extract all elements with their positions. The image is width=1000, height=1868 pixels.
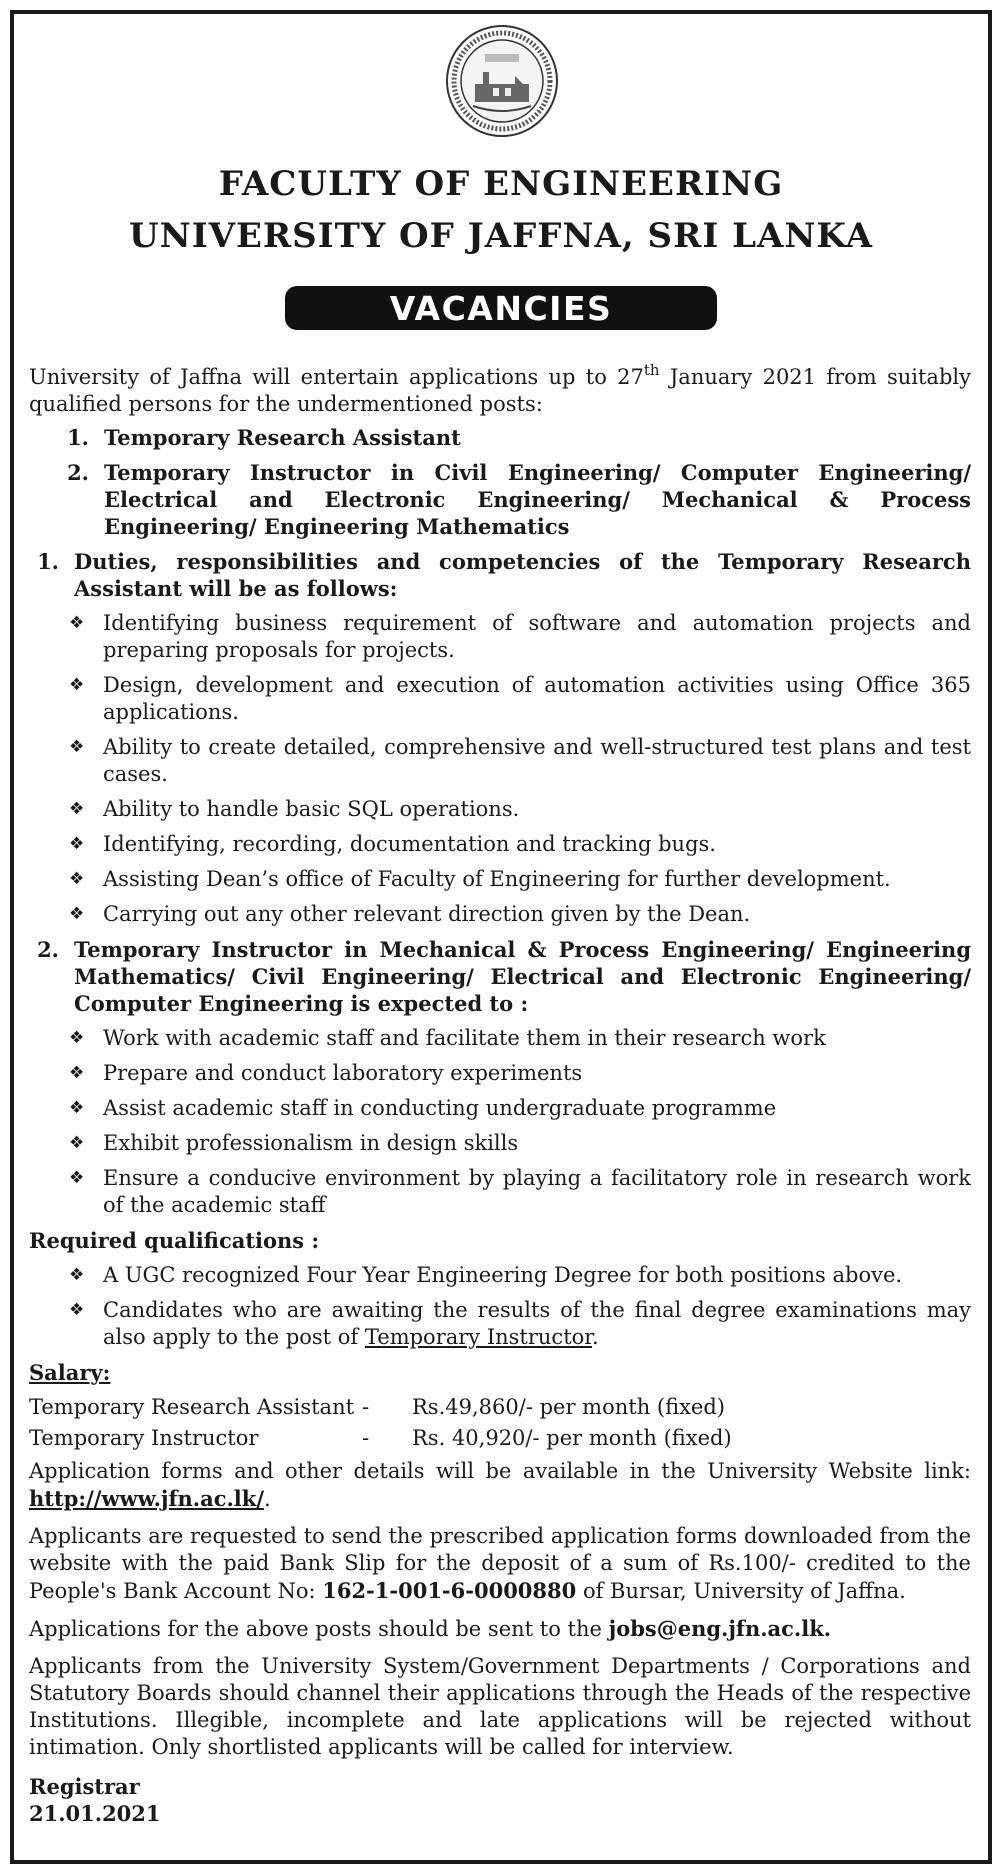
diamond-bullet-icon: ❖ — [69, 834, 85, 854]
advertisement-body — [29, 361, 971, 1827]
diamond-bullet-icon: ❖ — [69, 1098, 85, 1118]
send-to-text: Applications for the above posts should be sent to the — [29, 1617, 609, 1641]
section-heading: Temporary Instructor in Mechanical & Process Engineering/ Engineering Mathematics/ Civil Engineering/ Electrical and Electronic Engineering/ Computer Engineering is expected to : — [74, 937, 971, 1016]
list-item-text — [103, 1297, 971, 1351]
qualification-text-end: . — [592, 1325, 599, 1349]
list-item-text: Identifying, recording, documentation and tracking bugs. — [103, 832, 716, 856]
section-duties-instructor — [29, 936, 971, 1017]
list-item — [29, 1095, 971, 1122]
list-item-text: Identifying business requirement of software and automation projects and preparing proposals for projects. — [103, 611, 971, 662]
university-emblem-icon — [445, 24, 559, 138]
application-email[interactable]: jobs@eng.jfn.ac.lk. — [608, 1616, 832, 1641]
signature-date: 21.01.2021 — [29, 1801, 161, 1826]
list-item-text: Ability to create detailed, comprehensive and well-structured test plans and test cases. — [103, 735, 971, 786]
temporary-instructor-underlined: Temporary Instructor — [364, 1325, 593, 1349]
salary-dash: - — [362, 1395, 370, 1419]
diamond-bullet-icon: ❖ — [69, 904, 85, 924]
post-item — [29, 459, 971, 540]
list-item-text: Design, development and execution of automation activities using Office 365 applications. — [103, 673, 971, 724]
list-item — [29, 1262, 971, 1289]
diamond-bullet-icon: ❖ — [69, 869, 85, 889]
list-item — [29, 901, 971, 928]
section-heading: Duties, responsibilities and competencies of the Temporary Research Assistant will be as follows: — [74, 549, 971, 601]
post-title: Temporary Instructor in Civil Engineering/ Computer Engineering/ Electrical and Electronic Engineering/ Mechanical & Process Engineering/ Engineering Mathematics — [104, 460, 971, 539]
post-item — [29, 424, 971, 451]
list-item — [29, 866, 971, 893]
list-item — [29, 1297, 971, 1351]
list-item — [29, 831, 971, 858]
payment-text: Applicants are requested to send the prescribed application forms downloaded from the website with the paid Bank Slip for the deposit of a sum of Rs.100/- credited to the People's Bank Account No: — [29, 1524, 971, 1603]
salary-dash: - — [362, 1426, 370, 1450]
payment-paragraph — [29, 1523, 971, 1605]
bank-account-number: 162-1-001-6-0000880 — [322, 1578, 577, 1603]
qualification-text: Candidates who are awaiting the results of the final degree examinations may also apply to the post of — [103, 1298, 971, 1349]
qualifications-heading: Required qualifications : — [29, 1228, 320, 1253]
diamond-bullet-icon: ❖ — [69, 1265, 85, 1285]
diamond-bullet-icon: ❖ — [69, 799, 85, 819]
signatory-title: Registrar — [29, 1774, 140, 1799]
post-number: 1. — [67, 425, 89, 450]
list-item — [29, 672, 971, 726]
diamond-bullet-icon: ❖ — [69, 613, 85, 633]
list-item — [29, 1130, 971, 1157]
list-item-text: Ability to handle basic SQL operations. — [103, 797, 520, 821]
list-item — [29, 796, 971, 823]
section-duties-assistant — [29, 548, 971, 602]
application-forms-text: Application forms and other details will be available in the University Website link: — [29, 1459, 971, 1483]
section-number: 2. — [37, 937, 59, 962]
list-item — [29, 1060, 971, 1087]
payment-text-end: of Bursar, University of Jaffna. — [576, 1579, 906, 1603]
university-website-link[interactable]: http://www.jfn.ac.lk/ — [29, 1486, 264, 1511]
post-title: Temporary Research Assistant — [104, 425, 461, 450]
diamond-bullet-icon: ❖ — [69, 1133, 85, 1153]
list-item-text: A UGC recognized Four Year Engineering Degree for both positions above. — [103, 1263, 903, 1287]
list-item-text: Assist academic staff in conducting undergraduate programme — [103, 1096, 777, 1120]
list-item-text: Work with academic staff and facilitate them in their research work — [103, 1026, 826, 1050]
salary-amount: Rs.49,860/- per month (fixed) — [412, 1395, 726, 1419]
list-item — [29, 734, 971, 788]
diamond-bullet-icon: ❖ — [69, 1168, 85, 1188]
salary-amount: Rs. 40,920/- per month (fixed) — [412, 1426, 732, 1450]
diamond-bullet-icon: ❖ — [69, 675, 85, 695]
vacancies-banner: VACANCIES — [285, 286, 717, 330]
salary-post: Temporary Instructor — [29, 1426, 259, 1450]
university-title: UNIVERSITY OF JAFFNA, SRI LANKA — [129, 216, 873, 256]
intro-text: University of Jaffna will entertain applications up to 27 — [29, 365, 644, 389]
application-forms-end: . — [264, 1487, 271, 1511]
channel-paragraph: Applicants from the University System/Government Departments / Corporations and Statutory Boards should channel their applications through the Heads of the respective Institutions. Illegible, incomplete and late applications will be rejected without intimation. Only shortlisted applicants will be called for interview. — [29, 1654, 971, 1759]
faculty-title: FACULTY OF ENGINEERING — [218, 164, 784, 204]
list-item — [29, 1165, 971, 1219]
intro-text-continued: January 2021 from suitably qualified persons for the undermentioned posts: — [29, 365, 971, 416]
send-to-paragraph — [29, 1615, 971, 1643]
diamond-bullet-icon: ❖ — [69, 1028, 85, 1048]
salary-row — [29, 1394, 971, 1421]
diamond-bullet-icon: ❖ — [69, 1300, 85, 1320]
application-forms-paragraph — [29, 1458, 971, 1513]
post-number: 2. — [67, 460, 89, 485]
intro-paragraph — [29, 361, 971, 418]
salary-post: Temporary Research Assistant — [29, 1395, 355, 1419]
intro-superscript: th — [643, 361, 660, 379]
diamond-bullet-icon: ❖ — [69, 737, 85, 757]
list-item — [29, 610, 971, 664]
list-item-text: Exhibit professionalism in design skills — [103, 1131, 519, 1155]
advertisement-page — [10, 10, 992, 1864]
diamond-bullet-icon: ❖ — [69, 1063, 85, 1083]
section-number: 1. — [37, 549, 59, 574]
list-item-text: Assisting Dean’s office of Faculty of Engineering for further development. — [103, 867, 891, 891]
list-item-text: Prepare and conduct laboratory experiments — [103, 1061, 583, 1085]
salary-row — [29, 1425, 971, 1452]
salary-heading: Salary: — [29, 1360, 111, 1385]
list-item-text: Ensure a conducive environment by playing a facilitatory role in research work of the academic staff — [103, 1166, 971, 1217]
list-item — [29, 1025, 971, 1052]
list-item-text: Carrying out any other relevant direction given by the Dean. — [103, 902, 751, 926]
